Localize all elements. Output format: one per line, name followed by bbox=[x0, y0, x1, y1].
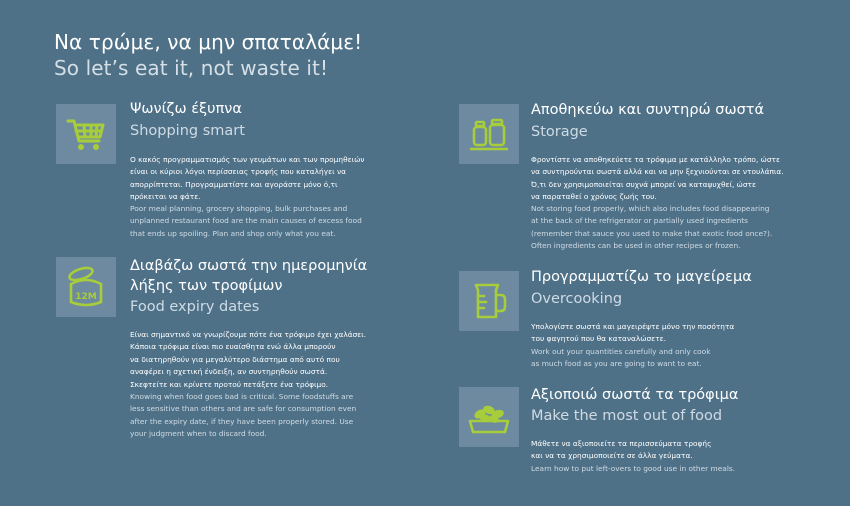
text-line: απορρίπτεται. Προγραμματίστε και αγοράστε μόνο ό,τι bbox=[130, 179, 338, 189]
text-line: Κάποια τρόφιμα είναι πιο ευαίσθητα ενώ άλλα μπορούν bbox=[130, 342, 336, 352]
storage-body-greek bbox=[531, 154, 784, 204]
text-line: να συντηρούνται σωστά αλλά και να μην ξεχνιούνται σε ντουλάπια. bbox=[531, 167, 784, 177]
shopping-icon-box bbox=[56, 104, 116, 164]
text-line: that ends up spoiling. Plan and shop only what you eat. bbox=[130, 228, 336, 238]
overcooking-body-greek bbox=[531, 321, 734, 346]
measuring-jug-icon bbox=[468, 280, 510, 322]
text-line: Υπολογίστε σωστά και μαγειρέψτε μόνο την ποσότητα bbox=[531, 322, 735, 331]
text-line: Είναι σημαντικό να γνωρίζουμε πότε ένα τρόφιμο έχει χαλάσει. bbox=[130, 330, 367, 339]
text-line: Μάθετε να αξιοποιείτε τα περισσεύματα τροφής bbox=[531, 439, 712, 448]
expiry-can-icon bbox=[65, 264, 107, 310]
text-line: your judgment when to discard food. bbox=[130, 429, 267, 439]
text-line: less sensitive than others and are safe for consumption even bbox=[130, 404, 357, 414]
page-title-english: So let’s eat it, not waste it! bbox=[54, 56, 329, 80]
page-title-greek: Να τρώμε, να μην σπαταλάμε! bbox=[54, 30, 363, 54]
leftovers-body-greek bbox=[531, 438, 711, 463]
shopping-heading-greek: Ψωνίζω έξυπνα bbox=[130, 101, 242, 117]
overcooking-icon-box bbox=[459, 271, 519, 331]
leftovers-container-icon bbox=[467, 396, 511, 438]
text-line: Knowing when food goes bad is critical. Some foodstuffs are bbox=[130, 392, 354, 401]
shopping-body-english bbox=[130, 203, 362, 240]
expiry-body-greek bbox=[130, 329, 366, 391]
text-line: πρόκειται να φάτε. bbox=[130, 192, 201, 202]
expiry-heading-greek-line1: Διαβάζω σωστά την ημερομηνία bbox=[130, 258, 368, 274]
text-line: at the back of the refrigerator or partially used ingredients bbox=[531, 216, 749, 226]
storage-icon-box bbox=[459, 104, 519, 164]
text-line: Often ingredients can be used in other recipes or frozen. bbox=[531, 241, 741, 251]
text-line: και να τα χρησιμοποιείτε σε άλλα γεύματα. bbox=[531, 451, 693, 461]
text-line: Learn how to put left-overs to good use in other meals. bbox=[531, 464, 736, 473]
expiry-body-english bbox=[130, 391, 356, 441]
text-line: να διατηρηθούν για μεγαλύτερο διάστημα από αυτό που bbox=[130, 354, 340, 364]
text-line: Ο κακός προγραμματισμός των γευμάτων και των προμηθειών bbox=[130, 155, 365, 164]
overcooking-heading-english: Overcooking bbox=[531, 291, 623, 307]
text-line: είναι οι κύριοι λόγοι περίσσειας τροφής που καταλήγει να bbox=[130, 167, 346, 177]
storage-jars-icon bbox=[468, 113, 510, 155]
text-line: Σκεφτείτε και κρίνετε προτού πετάξετε ένα τρόφιμο. bbox=[130, 379, 329, 389]
text-line: Ό,τι δεν χρησιμοποιείται συχνά μπορεί να καταψυχθεί, ώστε bbox=[531, 179, 756, 189]
storage-body-english bbox=[531, 203, 772, 253]
leftovers-heading-greek: Αξιοποιώ σωστά τα τρόφιμα bbox=[531, 387, 739, 403]
shopping-cart-icon bbox=[65, 113, 107, 155]
expiry-heading-greek-line2: λήξης των τροφίμων bbox=[130, 278, 283, 294]
leftovers-icon-box bbox=[459, 387, 519, 447]
expiry-icon-box bbox=[56, 257, 116, 317]
shopping-heading-english: Shopping smart bbox=[130, 123, 245, 139]
overcooking-body-english bbox=[531, 346, 710, 371]
text-line: (remember that sauce you used to make that exotic food once?). bbox=[531, 228, 773, 238]
text-line: unplanned restaurant food are the main causes of excess food bbox=[130, 216, 362, 226]
storage-heading-greek: Αποθηκεύω και συντηρώ σωστά bbox=[531, 102, 765, 118]
expiry-icon-label: 12M bbox=[75, 292, 97, 302]
text-line: Poor meal planning, grocery shopping, bulk purchases and bbox=[130, 204, 348, 213]
text-line: Work out your quantities carefully and only cook bbox=[531, 347, 711, 356]
text-line: as much food as you are going to want to eat. bbox=[531, 359, 702, 369]
text-line: να παραταθεί ο χρόνος ζωής του. bbox=[531, 192, 657, 202]
shopping-body-greek bbox=[130, 154, 364, 204]
text-line: after the expiry date, if they have been properly stored. Use bbox=[130, 416, 354, 426]
text-line: Not storing food properly, which also includes food disappearing bbox=[531, 204, 770, 213]
text-line: του φαγητού που θα καταναλώσετε. bbox=[531, 334, 666, 344]
leftovers-body-english bbox=[531, 463, 735, 475]
overcooking-heading-greek: Προγραμματίζω το μαγείρεμα bbox=[531, 269, 752, 285]
text-line: αναφέρει η σχετική ένδειξη, αν συντηρηθούν σωστά. bbox=[130, 367, 328, 377]
leftovers-heading-english: Make the most out of food bbox=[531, 408, 723, 424]
expiry-heading-english: Food expiry dates bbox=[130, 299, 260, 315]
storage-heading-english: Storage bbox=[531, 124, 588, 140]
text-line: Φροντίστε να αποθηκεύετε τα τρόφιμα με κατάλληλο τρόπο, ώστε bbox=[531, 155, 780, 164]
